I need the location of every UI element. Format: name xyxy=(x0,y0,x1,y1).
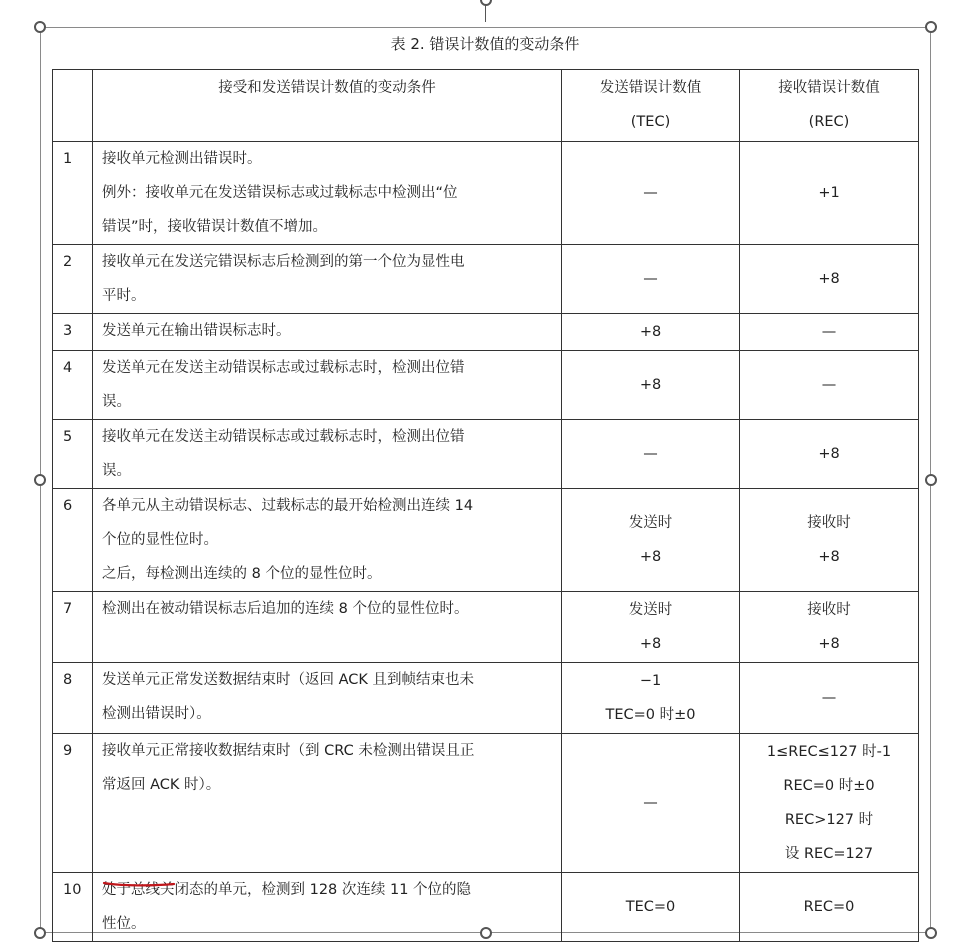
row-number: 6 xyxy=(53,489,93,592)
row-rec: +8 xyxy=(740,420,919,489)
row-rec: REC=0 xyxy=(740,873,919,942)
table-row xyxy=(53,142,919,245)
resize-handle-bottom-right[interactable] xyxy=(925,927,937,939)
row-number: 3 xyxy=(53,314,93,351)
row-number: 1 xyxy=(53,142,93,245)
row-tec: — xyxy=(562,142,740,245)
red-underline-annotation xyxy=(102,879,176,889)
row-rec: — xyxy=(740,314,919,351)
row-tec: — xyxy=(562,420,740,489)
row-condition: 接收单元在发送完错误标志后检测到的第一个位为显性电 平时。 xyxy=(93,245,562,314)
error-counter-table xyxy=(52,69,919,942)
row-condition: 接收单元正常接收数据结束时（到 CRC 未检测出错误且正 常返回 ACK 时）。 xyxy=(93,734,562,873)
row-tec: — xyxy=(562,734,740,873)
table-row xyxy=(53,420,919,489)
row-tec: 发送时 +8 xyxy=(562,489,740,592)
row-condition: 检测出在被动错误标志后追加的连续 8 个位的显性位时。 xyxy=(93,592,562,663)
row-rec: +1 xyxy=(740,142,919,245)
header-condition: 接受和发送错误计数值的变动条件 xyxy=(93,70,562,142)
row-rec: 接收时 +8 xyxy=(740,489,919,592)
row-condition: 发送单元在输出错误标志时。 xyxy=(93,314,562,351)
rotate-handle[interactable] xyxy=(480,0,492,6)
row-number: 7 xyxy=(53,592,93,663)
row-tec: −1 TEC=0 时±0 xyxy=(562,663,740,734)
row-condition: 各单元从主动错误标志、过载标志的最开始检测出连续 14 个位的显性位时。 之后，每检测出连续的 8 个位的显性位时。 xyxy=(93,489,562,592)
table-row xyxy=(53,873,919,942)
row-number: 9 xyxy=(53,734,93,873)
resize-handle-middle-right[interactable] xyxy=(925,474,937,486)
row-condition: 处于总线关闭态的单元，检测到 128 次连续 11 个位的隐 性位。 xyxy=(93,873,562,942)
row-rec: — xyxy=(740,351,919,420)
row-condition: 接收单元检测出错误时。 例外：接收单元在发送错误标志或过载标志中检测出“位 错误”时，接收错误计数值不增加。 xyxy=(93,142,562,245)
table-caption: 表 2. 错误计数值的变动条件 xyxy=(390,35,580,53)
table-row xyxy=(53,734,919,873)
row-number: 5 xyxy=(53,420,93,489)
row-tec: +8 xyxy=(562,351,740,420)
resize-handle-middle-left[interactable] xyxy=(34,474,46,486)
header-index xyxy=(53,70,93,142)
row-number: 10 xyxy=(53,873,93,942)
header-rec: 接收错误计数值 (REC) xyxy=(740,70,919,142)
row-rec: 1≤REC≤127 时-1 REC=0 时±0 REC>127 时 设 REC=127 xyxy=(740,734,919,873)
resize-handle-top-right[interactable] xyxy=(925,21,937,33)
row-rec: 接收时 +8 xyxy=(740,592,919,663)
row-number: 8 xyxy=(53,663,93,734)
table-row xyxy=(53,592,919,663)
table-row xyxy=(53,245,919,314)
header-row xyxy=(53,70,919,142)
row-rec: +8 xyxy=(740,245,919,314)
row-tec: TEC=0 xyxy=(562,873,740,942)
table-row xyxy=(53,663,919,734)
row-number: 2 xyxy=(53,245,93,314)
row-tec: +8 xyxy=(562,314,740,351)
row-tec: — xyxy=(562,245,740,314)
header-tec: 发送错误计数值 (TEC) xyxy=(562,70,740,142)
row-condition: 发送单元在发送主动错误标志或过载标志时，检测出位错 误。 xyxy=(93,351,562,420)
row-condition: 发送单元正常发送数据结束时（返回 ACK 且到帧结束也未 检测出错误时）。 xyxy=(93,663,562,734)
table-row xyxy=(53,351,919,420)
row-rec: — xyxy=(740,663,919,734)
table-row xyxy=(53,489,919,592)
resize-handle-top-left[interactable] xyxy=(34,21,46,33)
table-row xyxy=(53,314,919,351)
row-tec: 发送时 +8 xyxy=(562,592,740,663)
row-condition: 接收单元在发送主动错误标志或过载标志时，检测出位错 误。 xyxy=(93,420,562,489)
resize-handle-bottom-left[interactable] xyxy=(34,927,46,939)
row-number: 4 xyxy=(53,351,93,420)
